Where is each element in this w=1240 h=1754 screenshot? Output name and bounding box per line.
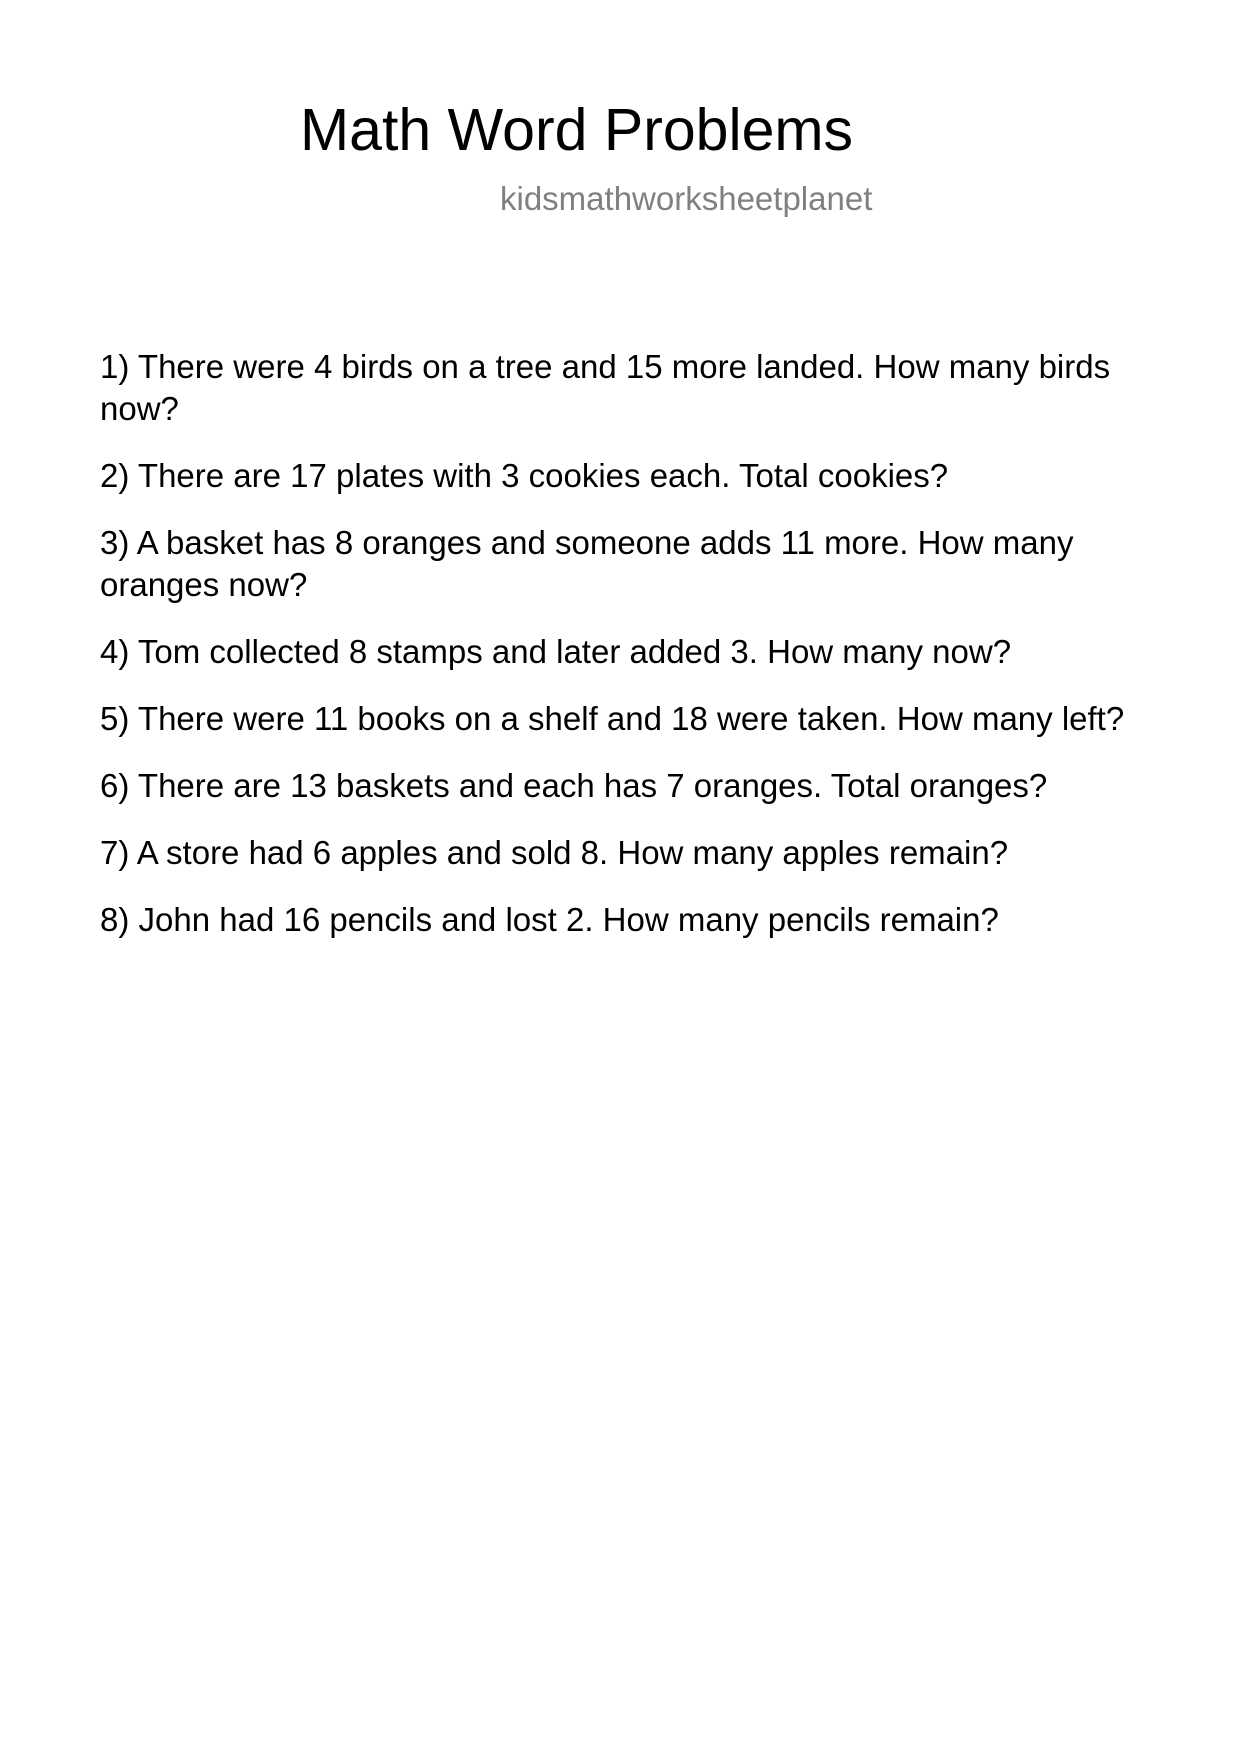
problem-item-8: 8) John had 16 pencils and lost 2. How many pencils remain? xyxy=(100,901,999,938)
site-name: kidsmathworksheetplanet xyxy=(500,180,873,217)
problem-item-7: 7) A store had 6 apples and sold 8. How many apples remain? xyxy=(100,834,1009,871)
problem-item-3: 3) A basket has 8 oranges and someone adds 11 more. How many oranges now? xyxy=(100,524,1074,603)
page-title: Math Word Problems xyxy=(300,97,854,163)
problem-item-1: 1) There were 4 birds on a tree and 15 more landed. How many birds now? xyxy=(100,348,1111,427)
problem-item-2: 2) There are 17 plates with 3 cookies each. Total cookies? xyxy=(100,457,949,494)
problem-item-4: 4) Tom collected 8 stamps and later added 3. How many now? xyxy=(100,633,1012,670)
problem-list xyxy=(100,346,1160,966)
problem-item-5: 5) There were 11 books on a shelf and 18 were taken. How many left? xyxy=(100,700,1125,737)
problem-item-6: 6) There are 13 baskets and each has 7 oranges. Total oranges? xyxy=(100,767,1048,804)
